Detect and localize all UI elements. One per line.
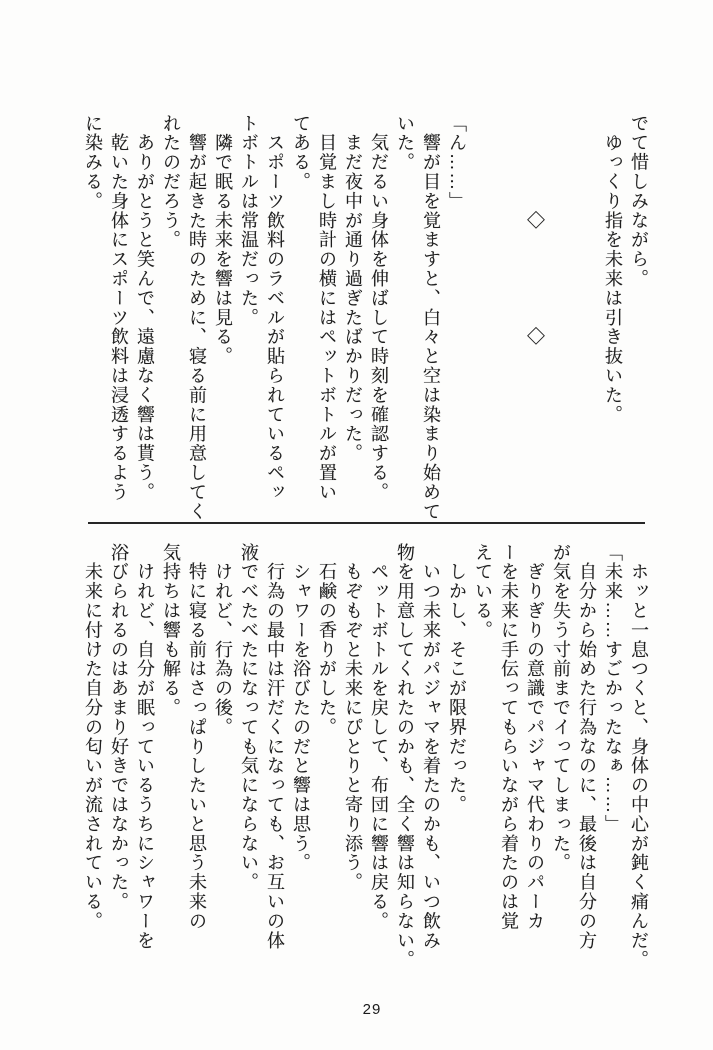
text-column-line: 響が起きた時のために、寝る前に用意してく bbox=[187, 114, 207, 522]
text-column-line bbox=[470, 114, 496, 522]
text-column-line: に染みる。 bbox=[83, 114, 103, 211]
text-column-line: もぞもぞと未来にぴとりと寄り添う。 bbox=[343, 543, 363, 893]
text-column-line: ペットボトルを戻して、布団に響は戻る。 bbox=[369, 543, 389, 931]
text-column-line: 行為の最中は汗だくになっても、お互いの体 bbox=[265, 543, 285, 951]
text-column-line: スポーツ飲料のラベルが貼られているペッ bbox=[265, 114, 285, 502]
text-column-line: ゆっくり指を未来は引き抜いた。 bbox=[603, 114, 623, 425]
text-column-line: が気を失う寸前までイってしまった。 bbox=[551, 543, 571, 873]
text-column-line bbox=[496, 114, 522, 522]
text-column-line: けれど、自分が眠っているうちにシャワーを bbox=[135, 543, 155, 951]
text-column-line: ありがとうと笑んで、遠慮なく響は貰う。 bbox=[135, 114, 155, 502]
text-column-line: シャワーを浴びたのだと響は思う。 bbox=[291, 543, 311, 873]
text-section-top bbox=[80, 114, 652, 522]
text-column-line: けれど、行為の後。 bbox=[213, 543, 233, 737]
text-column-line: てある。 bbox=[291, 114, 311, 192]
text-column-line: 自分から始めた行為なのに、最後は自分の方 bbox=[577, 543, 597, 951]
text-column-line: ホッと一息つくと、身体の中心が鈍く痛んだ。 bbox=[629, 543, 649, 970]
text-column-line: でて惜しみながら。 bbox=[629, 114, 649, 289]
text-column-line bbox=[548, 114, 574, 522]
section-divider-line bbox=[88, 522, 645, 524]
text-column-line: ぎりぎりの意識でパジャマ代わりのパーカ bbox=[525, 543, 545, 931]
text-column-line bbox=[574, 114, 600, 522]
text-section-bottom bbox=[80, 543, 652, 971]
text-column-line: れたのだろう。 bbox=[161, 114, 181, 250]
text-column-line: しかし、そこが限界だった。 bbox=[447, 543, 467, 815]
page-number: 29 bbox=[362, 1001, 382, 1018]
text-column-line: えている。 bbox=[473, 543, 493, 640]
text-column-line: 浴びられるのはあまり好きではなかった。 bbox=[109, 543, 129, 912]
text-column-line: 特に寝る前はさっぱりしたいと思う未来の bbox=[187, 543, 207, 931]
text-column-line: 「ん……」 bbox=[447, 114, 467, 211]
text-column-line: 「未来……すごかったなぁ……」 bbox=[603, 543, 623, 834]
text-column-line: ◇ ◇ bbox=[525, 114, 545, 347]
text-column-line: 隣で眠る未来を響は見る。 bbox=[213, 114, 233, 367]
text-column-line: 物を用意してくれたのかも、全く響は知らない。 bbox=[395, 543, 415, 970]
text-column-line: 乾いた身体にスポーツ飲料は浸透するよう bbox=[109, 114, 129, 502]
text-column-line: 液でべたべたになっても気にならない。 bbox=[239, 543, 259, 893]
text-column-line: 未来に付けた自分の匂いが流されている。 bbox=[83, 543, 103, 931]
text-column-line: いつ未来がパジャマを着たのかも、いつ飲み bbox=[421, 543, 441, 951]
text-column-line: 気だるい身体を伸ばして時刻を確認する。 bbox=[369, 114, 389, 502]
text-column-line: 石鹸の香りがした。 bbox=[317, 543, 337, 737]
text-column-line: 目覚まし時計の横にはペットボトルが置い bbox=[317, 114, 337, 502]
text-column-line: ーを未来に手伝ってもらいながら着たのは覚 bbox=[499, 543, 519, 931]
text-column-line: 響が目を覚ますと、白々と空は染まり始めて bbox=[421, 114, 441, 522]
text-column-line: 気持ちは響も解る。 bbox=[161, 543, 181, 718]
text-column-line: まだ夜中が通り過ぎたばかりだった。 bbox=[343, 114, 363, 464]
text-column-line: トボトルは常温だった。 bbox=[239, 114, 259, 328]
text-column-line: いた。 bbox=[395, 114, 415, 173]
